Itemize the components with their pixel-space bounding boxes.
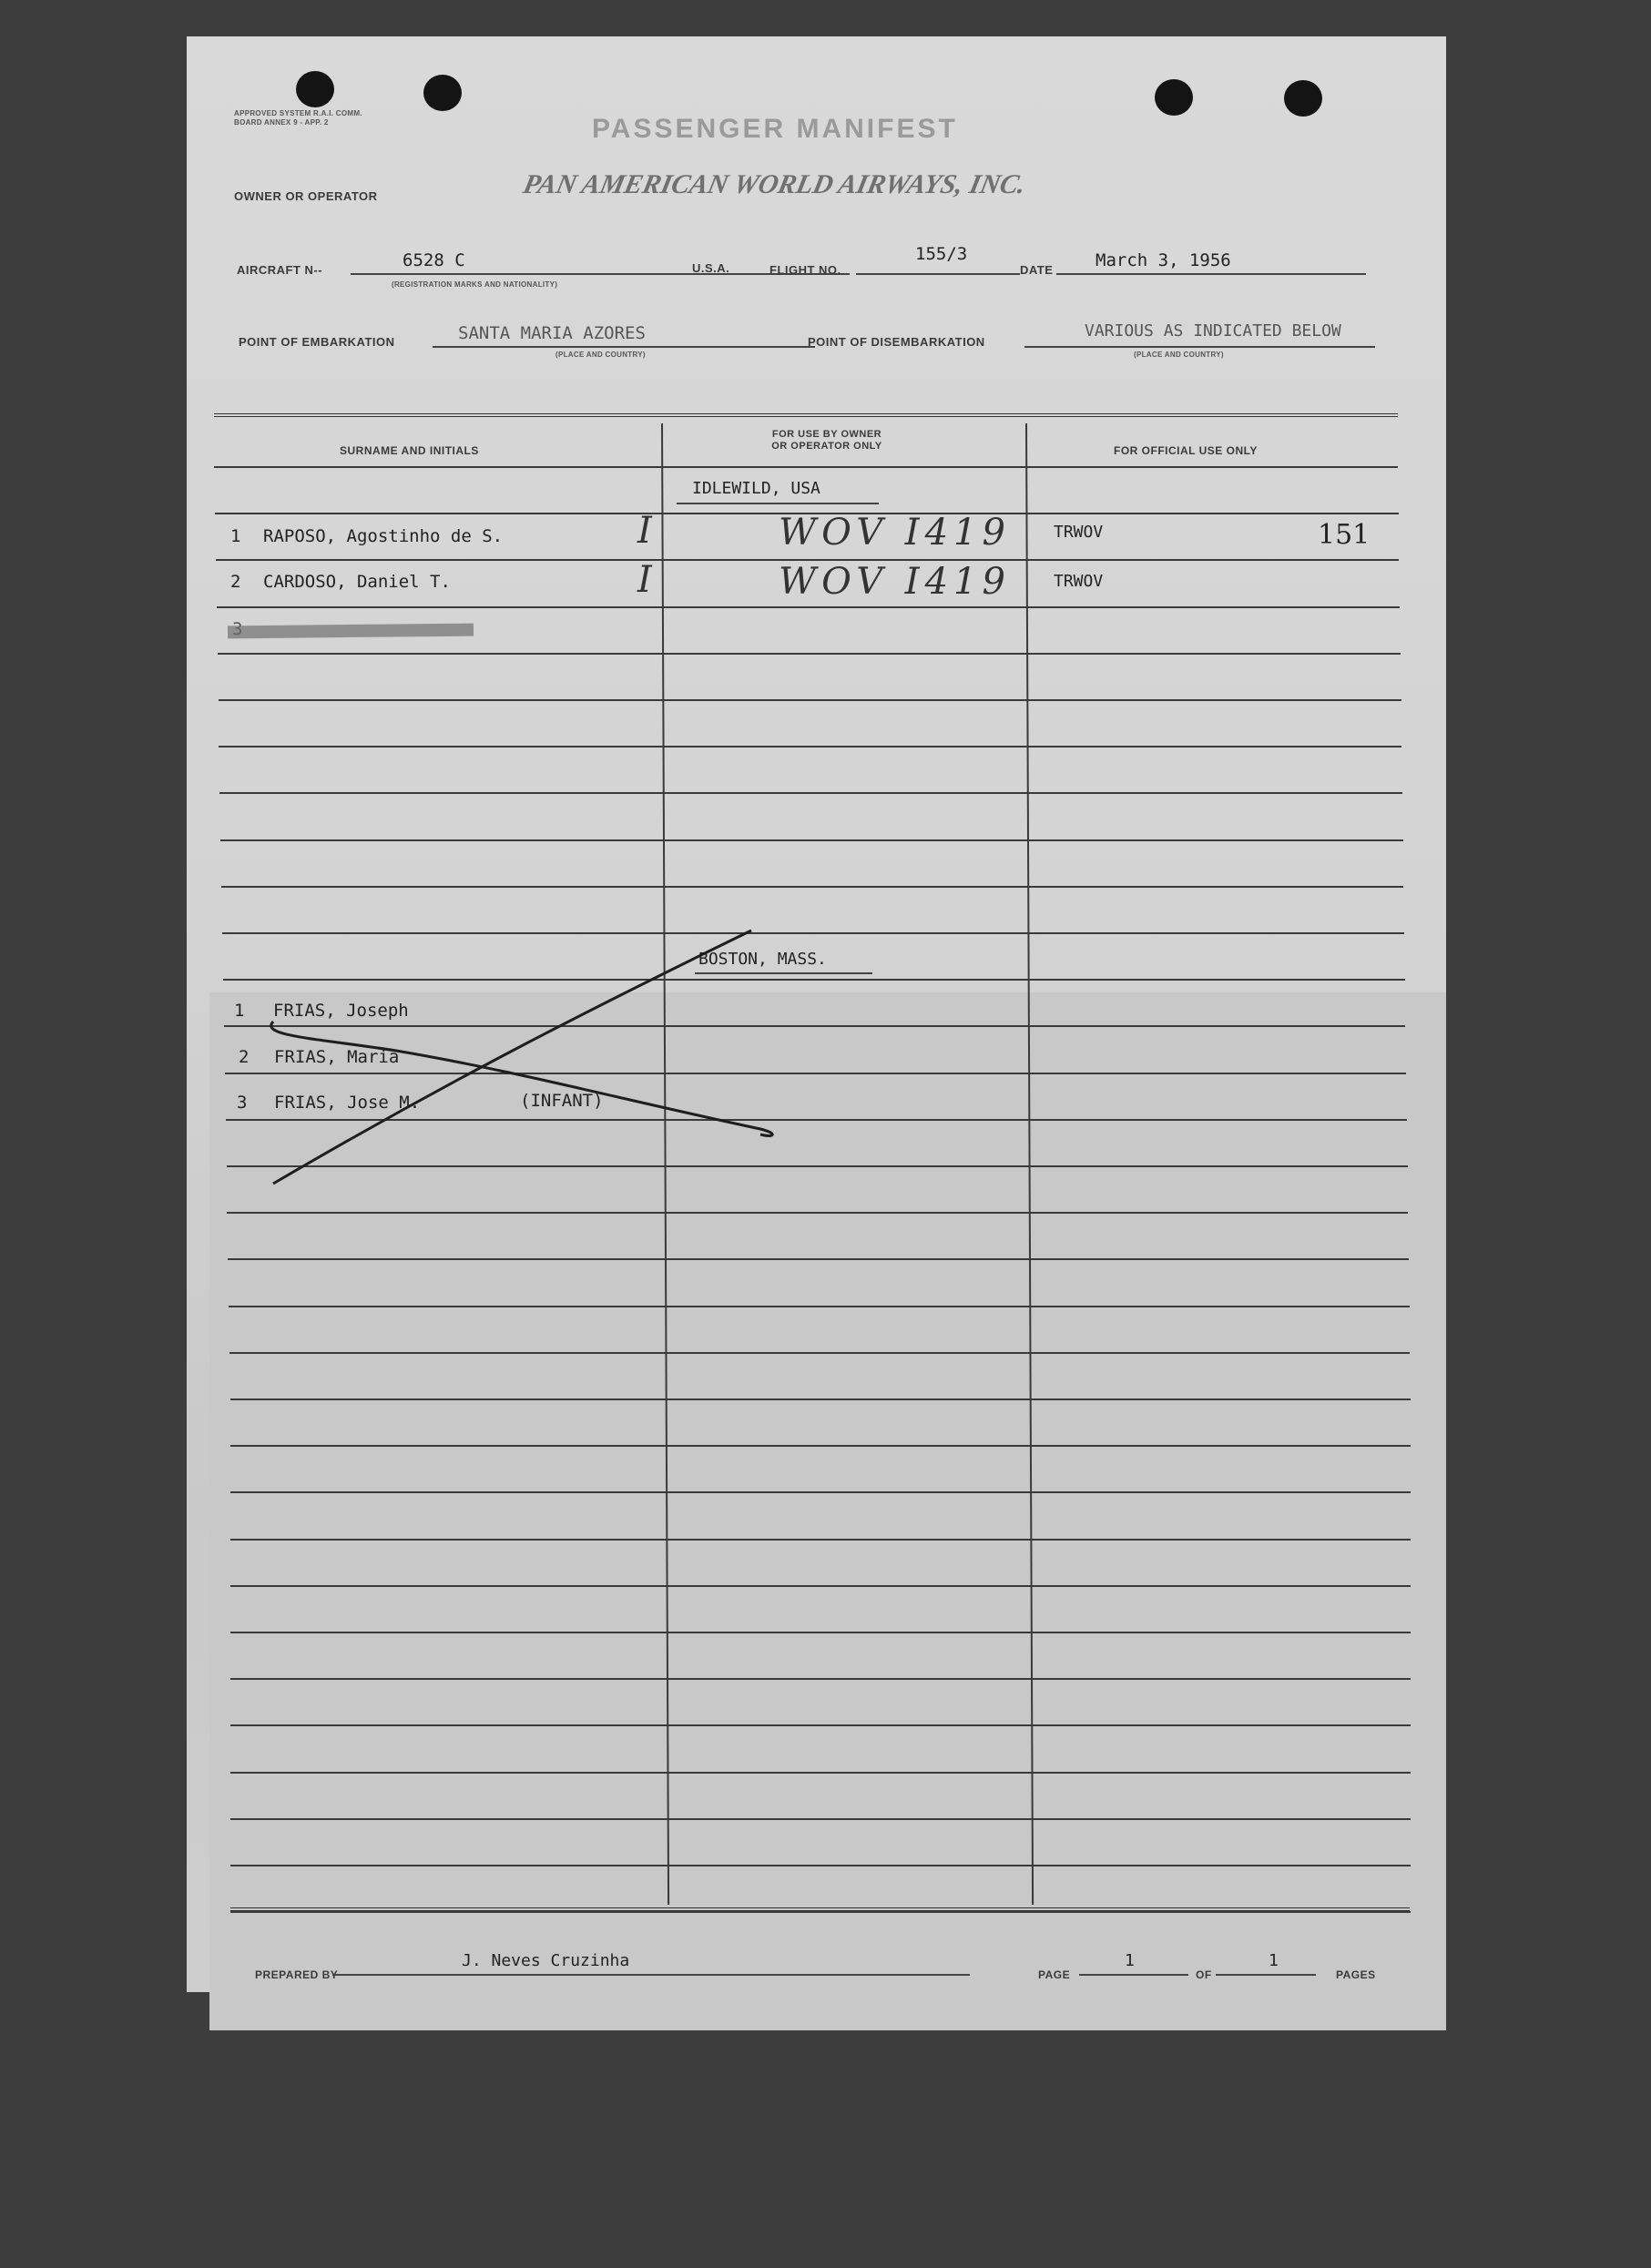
disembark-value: VARIOUS AS INDICATED BELOW [1085, 321, 1341, 341]
passenger-name: FRIAS, Joseph [273, 1001, 409, 1021]
passenger-name: CARDOSO, Daniel T. [263, 572, 451, 592]
inspector-code: WOV I419 [779, 561, 1011, 603]
usa-label: U.S.A. [692, 261, 730, 275]
col-official: FOR OFFICIAL USE ONLY [1114, 444, 1258, 457]
flight-label: FLIGHT NO. [769, 263, 841, 277]
aircraft-value: 6528 C [403, 250, 465, 270]
passenger-num: 1 [230, 526, 241, 546]
date-label: DATE [1020, 263, 1054, 277]
of-line [1216, 1974, 1316, 1976]
embark-label: POINT OF EMBARKATION [239, 335, 395, 349]
of-label: OF [1196, 1968, 1212, 1981]
disembark-sub: (PLACE AND COUNTRY) [1134, 351, 1224, 359]
col-owner-use-1: FOR USE BY OWNER [771, 429, 882, 440]
page-value: 1 [1125, 1951, 1135, 1970]
owner-label: OWNER OR OPERATOR [234, 189, 378, 203]
date-value: March 3, 1956 [1096, 250, 1231, 270]
aircraft-sub: (REGISTRATION MARKS AND NATIONALITY) [392, 280, 558, 289]
passenger-num: 3 [237, 1093, 248, 1113]
table-bottom-rule [230, 1907, 1410, 1911]
cross-out-stroke [271, 1022, 772, 1135]
cross-out-stroke [273, 931, 751, 1184]
passenger-note: (INFANT) [520, 1091, 604, 1111]
passenger-name: RAPOSO, Agostinho de S. [263, 526, 504, 546]
destination-label: BOSTON, MASS. [698, 950, 827, 969]
prepared-line [332, 1974, 970, 1976]
passenger-num: 2 [239, 1047, 250, 1067]
passenger-name: FRIAS, Maria [274, 1047, 400, 1067]
prepared-label: PREPARED BY [255, 1968, 339, 1981]
embark-value: SANTA MARIA AZORES [458, 323, 646, 343]
flight-value: 155/3 [915, 244, 968, 264]
disembark-label: POINT OF DISEMBARKATION [808, 335, 985, 349]
passenger-num: 2 [230, 572, 241, 592]
prepared-value: J. Neves Cruzinha [462, 1951, 630, 1970]
of-value: 1 [1269, 1951, 1279, 1970]
approval-note: APPROVED SYSTEM R.A.I. COMM. BOARD ANNEX 9 - APP. 2 [234, 109, 362, 127]
owner-value: PAN AMERICAN WORLD AIRWAYS, INC. [520, 169, 1029, 199]
embark-sub: (PLACE AND COUNTRY) [555, 351, 646, 359]
col-owner-use-2: OR OPERATOR ONLY [771, 441, 882, 452]
official-code: TRWOV [1054, 572, 1104, 591]
manifest-sheet [187, 36, 1446, 1992]
form-title: PASSENGER MANIFEST [592, 114, 958, 144]
passenger-name: FRIAS, Jose M. [274, 1093, 421, 1113]
pages-label: PAGES [1336, 1968, 1376, 1981]
page-line [1079, 1974, 1188, 1976]
passenger-num: 1 [234, 1001, 245, 1021]
cross-out-strokes [187, 36, 1446, 1992]
official-number: 151 [1318, 519, 1371, 551]
inspector-code: WOV I419 [779, 512, 1011, 554]
destination-label: IDLEWILD, USA [692, 479, 820, 498]
inspector-mark: I [637, 559, 657, 601]
official-code: TRWOV [1054, 523, 1104, 542]
page-label: PAGE [1038, 1968, 1071, 1981]
aircraft-label: AIRCRAFT N-- [237, 263, 323, 277]
col-surname: SURNAME AND INITIALS [340, 444, 479, 457]
inspector-mark: I [637, 510, 657, 552]
